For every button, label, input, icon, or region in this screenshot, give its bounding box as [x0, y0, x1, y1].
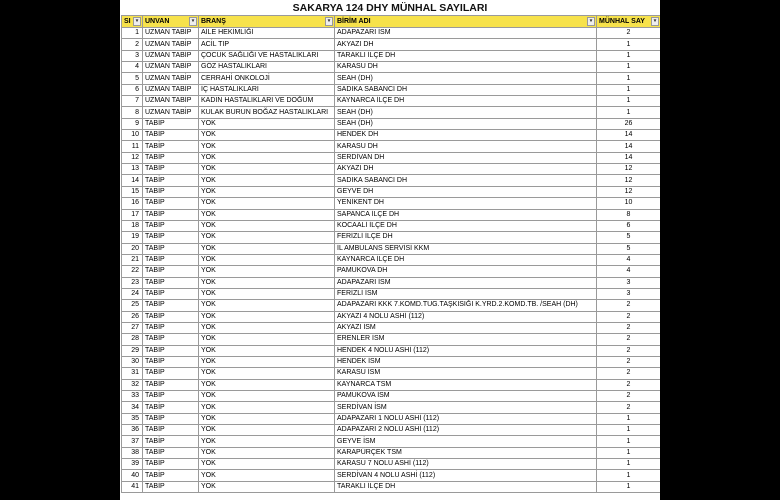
- brans-cell[interactable]: YOK: [199, 164, 335, 175]
- unvan-cell[interactable]: UZMAN TABİP: [143, 28, 199, 39]
- row-number-cell[interactable]: 12: [122, 152, 143, 163]
- munhal-count-cell[interactable]: 1: [597, 50, 661, 61]
- unvan-cell[interactable]: TABİP: [143, 436, 199, 447]
- munhal-count-cell[interactable]: 8: [597, 209, 661, 220]
- munhal-count-cell[interactable]: 14: [597, 130, 661, 141]
- row-number-cell[interactable]: 4: [122, 62, 143, 73]
- table-row: [122, 164, 661, 175]
- birim-cell[interactable]: AKYAZI DH: [335, 39, 597, 50]
- row-number-cell[interactable]: 17: [122, 209, 143, 220]
- row-number-cell[interactable]: 9: [122, 118, 143, 129]
- row-number-cell[interactable]: 2: [122, 39, 143, 50]
- munhal-count-cell[interactable]: 2: [597, 391, 661, 402]
- unvan-cell[interactable]: UZMAN TABİP: [143, 96, 199, 107]
- table-row: [122, 311, 661, 322]
- brans-cell[interactable]: YOK: [199, 402, 335, 413]
- table-row: [122, 50, 661, 61]
- unvan-cell[interactable]: TABİP: [143, 300, 199, 311]
- brans-cell[interactable]: YOK: [199, 356, 335, 367]
- munhal-count-cell[interactable]: 1: [597, 470, 661, 481]
- header-row: [122, 16, 661, 28]
- table-row: [122, 470, 661, 481]
- table-row: [122, 413, 661, 424]
- filter-dropdown-icon[interactable]: ▾: [325, 17, 333, 26]
- brans-cell[interactable]: YOK: [199, 175, 335, 186]
- unvan-cell[interactable]: TABİP: [143, 277, 199, 288]
- row-number-cell[interactable]: 41: [122, 481, 143, 492]
- row-number-cell[interactable]: 33: [122, 391, 143, 402]
- munhal-count-cell[interactable]: 1: [597, 39, 661, 50]
- table-row: [122, 334, 661, 345]
- birim-cell[interactable]: KARASU İSM: [335, 368, 597, 379]
- row-number-cell[interactable]: 22: [122, 266, 143, 277]
- table-row: [122, 266, 661, 277]
- filter-dropdown-icon[interactable]: ▾: [133, 17, 141, 26]
- brans-cell[interactable]: YOK: [199, 459, 335, 470]
- row-number-cell[interactable]: 36: [122, 425, 143, 436]
- birim-cell[interactable]: PAMUKOVA DH: [335, 266, 597, 277]
- brans-cell[interactable]: YOK: [199, 232, 335, 243]
- munhal-count-cell[interactable]: 2: [597, 311, 661, 322]
- row-number-cell[interactable]: 13: [122, 164, 143, 175]
- munhal-count-cell[interactable]: 4: [597, 254, 661, 265]
- unvan-cell[interactable]: TABİP: [143, 481, 199, 492]
- row-number-cell[interactable]: 32: [122, 379, 143, 390]
- birim-cell[interactable]: KARASU DH: [335, 62, 597, 73]
- brans-cell[interactable]: YOK: [199, 266, 335, 277]
- munhal-count-cell[interactable]: 1: [597, 73, 661, 84]
- brans-cell[interactable]: YOK: [199, 322, 335, 333]
- birim-cell[interactable]: ADAPAZARI 1 NOLU ASHİ (112): [335, 413, 597, 424]
- row-number-cell[interactable]: 3: [122, 50, 143, 61]
- unvan-cell[interactable]: TABİP: [143, 266, 199, 277]
- unvan-cell[interactable]: TABİP: [143, 209, 199, 220]
- birim-cell[interactable]: ERENLER İSM: [335, 334, 597, 345]
- row-number-cell[interactable]: 11: [122, 141, 143, 152]
- brans-cell[interactable]: YOK: [199, 311, 335, 322]
- birim-cell[interactable]: KAYNARCA İLÇE DH: [335, 96, 597, 107]
- table-row: [122, 118, 661, 129]
- unvan-cell[interactable]: TABİP: [143, 402, 199, 413]
- munhal-count-cell[interactable]: 2: [597, 322, 661, 333]
- munhal-count-cell[interactable]: 12: [597, 186, 661, 197]
- table-row: [122, 425, 661, 436]
- row-number-cell[interactable]: 29: [122, 345, 143, 356]
- brans-cell[interactable]: YOK: [199, 379, 335, 390]
- table-row: [122, 243, 661, 254]
- brans-cell[interactable]: İÇ HASTALIKLARI: [199, 84, 335, 95]
- unvan-cell[interactable]: UZMAN TABİP: [143, 62, 199, 73]
- birim-cell[interactable]: TARAKLI İLÇE DH: [335, 50, 597, 61]
- brans-cell[interactable]: YOK: [199, 368, 335, 379]
- unvan-cell[interactable]: TABİP: [143, 254, 199, 265]
- unvan-cell[interactable]: TABİP: [143, 368, 199, 379]
- brans-cell[interactable]: ACİL TIP: [199, 39, 335, 50]
- row-number-cell[interactable]: 30: [122, 356, 143, 367]
- table-row: [122, 277, 661, 288]
- table-row: [122, 481, 661, 492]
- row-number-cell[interactable]: 1: [122, 28, 143, 39]
- brans-cell[interactable]: YOK: [199, 300, 335, 311]
- row-number-cell[interactable]: 37: [122, 436, 143, 447]
- table-row: [122, 209, 661, 220]
- birim-cell[interactable]: İL AMBULANS SERVİSİ KKM: [335, 243, 597, 254]
- unvan-cell[interactable]: UZMAN TABİP: [143, 84, 199, 95]
- table-row: [122, 300, 661, 311]
- munhal-count-cell[interactable]: 1: [597, 447, 661, 458]
- munhal-count-cell[interactable]: 12: [597, 175, 661, 186]
- birim-cell[interactable]: PAMUKOVA İSM: [335, 391, 597, 402]
- row-number-cell[interactable]: 25: [122, 300, 143, 311]
- unvan-cell[interactable]: TABİP: [143, 425, 199, 436]
- birim-cell[interactable]: SADIKA SABANCI DH: [335, 175, 597, 186]
- unvan-cell[interactable]: TABİP: [143, 243, 199, 254]
- table-row: [122, 356, 661, 367]
- table-row: [122, 141, 661, 152]
- row-number-cell[interactable]: 31: [122, 368, 143, 379]
- birim-cell[interactable]: SERDİVAN DH: [335, 152, 597, 163]
- munhal-count-cell[interactable]: 2: [597, 402, 661, 413]
- table-row: [122, 198, 661, 209]
- munhal-count-cell[interactable]: 1: [597, 84, 661, 95]
- unvan-cell[interactable]: TABİP: [143, 186, 199, 197]
- table-row: [122, 220, 661, 231]
- unvan-cell[interactable]: TABİP: [143, 356, 199, 367]
- unvan-cell[interactable]: TABİP: [143, 152, 199, 163]
- brans-cell[interactable]: YOK: [199, 198, 335, 209]
- brans-cell[interactable]: YOK: [199, 481, 335, 492]
- brans-cell[interactable]: YOK: [199, 243, 335, 254]
- brans-cell[interactable]: YOK: [199, 220, 335, 231]
- brans-cell[interactable]: YOK: [199, 118, 335, 129]
- munhal-count-cell[interactable]: 1: [597, 481, 661, 492]
- brans-cell[interactable]: YOK: [199, 470, 335, 481]
- birim-cell[interactable]: FERİZLİ İLÇE DH: [335, 232, 597, 243]
- brans-cell[interactable]: YOK: [199, 141, 335, 152]
- unvan-cell[interactable]: TABİP: [143, 379, 199, 390]
- row-number-cell[interactable]: 5: [122, 73, 143, 84]
- row-number-cell[interactable]: 14: [122, 175, 143, 186]
- row-number-cell[interactable]: 10: [122, 130, 143, 141]
- unvan-cell[interactable]: TABİP: [143, 118, 199, 129]
- vacancy-table: [121, 15, 660, 493]
- birim-cell[interactable]: HENDEK İSM: [335, 356, 597, 367]
- birim-cell[interactable]: ADAPAZARI İSM: [335, 277, 597, 288]
- munhal-count-cell[interactable]: 4: [597, 266, 661, 277]
- row-number-cell[interactable]: 35: [122, 413, 143, 424]
- table-row: [122, 232, 661, 243]
- munhal-count-cell[interactable]: 6: [597, 220, 661, 231]
- birim-cell[interactable]: ADAPAZARI İSM: [335, 28, 597, 39]
- table-row: [122, 96, 661, 107]
- row-number-cell[interactable]: 6: [122, 84, 143, 95]
- row-number-cell[interactable]: 18: [122, 220, 143, 231]
- birim-cell[interactable]: KAYNARCA İLÇE DH: [335, 254, 597, 265]
- brans-cell[interactable]: YOK: [199, 186, 335, 197]
- row-number-cell[interactable]: 20: [122, 243, 143, 254]
- brans-cell[interactable]: YOK: [199, 436, 335, 447]
- filter-dropdown-icon[interactable]: ▾: [189, 17, 197, 26]
- unvan-cell[interactable]: TABİP: [143, 198, 199, 209]
- row-number-cell[interactable]: 15: [122, 186, 143, 197]
- row-number-cell[interactable]: 16: [122, 198, 143, 209]
- brans-cell[interactable]: YOK: [199, 209, 335, 220]
- brans-cell[interactable]: YOK: [199, 254, 335, 265]
- unvan-cell[interactable]: TABİP: [143, 459, 199, 470]
- sheet-title: SAKARYA 124 DHY MÜNHAL SAYILARI: [292, 2, 488, 14]
- munhal-count-cell[interactable]: 1: [597, 459, 661, 470]
- munhal-count-cell[interactable]: 1: [597, 425, 661, 436]
- filter-dropdown-icon[interactable]: ▾: [587, 17, 595, 26]
- unvan-cell[interactable]: TABİP: [143, 141, 199, 152]
- row-number-cell[interactable]: 24: [122, 288, 143, 299]
- row-number-cell[interactable]: 27: [122, 322, 143, 333]
- birim-cell[interactable]: SERDİVAN İSM: [335, 402, 597, 413]
- brans-cell[interactable]: KADIN HASTALIKLARI VE DOĞUM: [199, 96, 335, 107]
- unvan-cell[interactable]: TABİP: [143, 164, 199, 175]
- table-row: [122, 391, 661, 402]
- table-row: [122, 62, 661, 73]
- table-row: [122, 28, 661, 39]
- birim-cell[interactable]: KARASU DH: [335, 141, 597, 152]
- table-row: [122, 447, 661, 458]
- munhal-count-cell[interactable]: 1: [597, 107, 661, 118]
- munhal-count-cell[interactable]: 2: [597, 334, 661, 345]
- birim-cell[interactable]: KARASU 7 NOLU ASHİ (112): [335, 459, 597, 470]
- munhal-count-cell[interactable]: 3: [597, 277, 661, 288]
- munhal-count-cell[interactable]: 3: [597, 288, 661, 299]
- birim-cell[interactable]: KAYNARCA TSM: [335, 379, 597, 390]
- row-number-cell[interactable]: 8: [122, 107, 143, 118]
- unvan-cell[interactable]: TABİP: [143, 322, 199, 333]
- birim-cell[interactable]: AKYAZI 4 NOLU ASHİ (112): [335, 311, 597, 322]
- unvan-cell[interactable]: TABİP: [143, 232, 199, 243]
- filter-dropdown-icon[interactable]: ▾: [651, 17, 659, 26]
- unvan-cell[interactable]: UZMAN TABİP: [143, 50, 199, 61]
- table-row: [122, 152, 661, 163]
- brans-cell[interactable]: YOK: [199, 288, 335, 299]
- row-number-cell[interactable]: 38: [122, 447, 143, 458]
- header-sayi[interactable]: MÜNHAL SAY ▾: [597, 16, 661, 28]
- brans-cell[interactable]: KULAK BURUN BOĞAZ HASTALIKLARI: [199, 107, 335, 118]
- row-number-cell[interactable]: 26: [122, 311, 143, 322]
- brans-cell[interactable]: YOK: [199, 447, 335, 458]
- header-birim[interactable]: BİRİM ADI ▾: [335, 16, 597, 28]
- unvan-cell[interactable]: TABİP: [143, 413, 199, 424]
- unvan-cell[interactable]: TABİP: [143, 470, 199, 481]
- row-number-cell[interactable]: 28: [122, 334, 143, 345]
- table-row: [122, 322, 661, 333]
- brans-cell[interactable]: YOK: [199, 152, 335, 163]
- table-row: [122, 175, 661, 186]
- birim-cell[interactable]: GEYVE İSM: [335, 436, 597, 447]
- birim-cell[interactable]: YENİKENT DH: [335, 198, 597, 209]
- table-row: [122, 379, 661, 390]
- unvan-cell[interactable]: TABİP: [143, 130, 199, 141]
- birim-cell[interactable]: SEAH (DH): [335, 118, 597, 129]
- birim-cell[interactable]: KOCAALİ İLÇE DH: [335, 220, 597, 231]
- birim-cell[interactable]: FERİZLİ İSM: [335, 288, 597, 299]
- spreadsheet-page: [120, 0, 660, 500]
- table-row: [122, 288, 661, 299]
- unvan-cell[interactable]: TABİP: [143, 447, 199, 458]
- unvan-cell[interactable]: TABİP: [143, 391, 199, 402]
- munhal-count-cell[interactable]: 1: [597, 62, 661, 73]
- birim-cell[interactable]: SEAH (DH): [335, 107, 597, 118]
- table-row: [122, 345, 661, 356]
- brans-cell[interactable]: YOK: [199, 334, 335, 345]
- munhal-count-cell[interactable]: 1: [597, 413, 661, 424]
- table-row: [122, 73, 661, 84]
- table-row: [122, 107, 661, 118]
- table-row: [122, 39, 661, 50]
- brans-cell[interactable]: YOK: [199, 425, 335, 436]
- unvan-cell[interactable]: TABİP: [143, 175, 199, 186]
- munhal-count-cell[interactable]: 26: [597, 118, 661, 129]
- row-number-cell[interactable]: 19: [122, 232, 143, 243]
- row-number-cell[interactable]: 7: [122, 96, 143, 107]
- brans-cell[interactable]: YOK: [199, 413, 335, 424]
- header-no[interactable]: SI ▾: [122, 16, 143, 28]
- table-row: [122, 368, 661, 379]
- unvan-cell[interactable]: TABİP: [143, 345, 199, 356]
- table-row: [122, 402, 661, 413]
- unvan-cell[interactable]: TABİP: [143, 311, 199, 322]
- table-row: [122, 130, 661, 141]
- unvan-cell[interactable]: TABİP: [143, 288, 199, 299]
- birim-cell[interactable]: ADAPAZARI KKK 7.KOMD.TUG.TAŞKISIĞI K.YRD.2.KOMD.TB. /SEAH (DH): [335, 300, 597, 311]
- table-row: [122, 186, 661, 197]
- munhal-count-cell[interactable]: 2: [597, 28, 661, 39]
- birim-cell[interactable]: AKYAZI İSM: [335, 322, 597, 333]
- unvan-cell[interactable]: TABİP: [143, 334, 199, 345]
- unvan-cell[interactable]: UZMAN TABİP: [143, 39, 199, 50]
- birim-cell[interactable]: TARAKLI İLÇE DH: [335, 481, 597, 492]
- row-number-cell[interactable]: 39: [122, 459, 143, 470]
- birim-cell[interactable]: AKYAZI DH: [335, 164, 597, 175]
- birim-cell[interactable]: SADIKA SABANCI DH: [335, 84, 597, 95]
- munhal-count-cell[interactable]: 2: [597, 356, 661, 367]
- munhal-count-cell[interactable]: 1: [597, 96, 661, 107]
- row-number-cell[interactable]: 23: [122, 277, 143, 288]
- birim-cell[interactable]: GEYVE DH: [335, 186, 597, 197]
- munhal-count-cell[interactable]: 10: [597, 198, 661, 209]
- unvan-cell[interactable]: UZMAN TABİP: [143, 107, 199, 118]
- brans-cell[interactable]: YOK: [199, 345, 335, 356]
- munhal-count-cell[interactable]: 2: [597, 379, 661, 390]
- brans-cell[interactable]: YOK: [199, 277, 335, 288]
- birim-cell[interactable]: SEAH (DH): [335, 73, 597, 84]
- brans-cell[interactable]: YOK: [199, 391, 335, 402]
- birim-cell[interactable]: SERDİVAN 4 NOLU ASHİ (112): [335, 470, 597, 481]
- munhal-count-cell[interactable]: 14: [597, 141, 661, 152]
- munhal-count-cell[interactable]: 2: [597, 300, 661, 311]
- unvan-cell[interactable]: TABİP: [143, 220, 199, 231]
- brans-cell[interactable]: YOK: [199, 130, 335, 141]
- birim-cell[interactable]: SAPANCA İLÇE DH: [335, 209, 597, 220]
- table-row: [122, 459, 661, 470]
- row-number-cell[interactable]: 21: [122, 254, 143, 265]
- birim-cell[interactable]: KARAPÜRÇEK TSM: [335, 447, 597, 458]
- munhal-count-cell[interactable]: 5: [597, 243, 661, 254]
- brans-cell[interactable]: ÇOCUK SAĞLIĞI VE HASTALIKLARI: [199, 50, 335, 61]
- header-brans[interactable]: BRANŞ ▾: [199, 16, 335, 28]
- brans-cell[interactable]: AİLE HEKİMLİĞİ: [199, 28, 335, 39]
- birim-cell[interactable]: ADAPAZARI 2 NOLU ASHİ (112): [335, 425, 597, 436]
- brans-cell[interactable]: CERRAHİ ONKOLOJİ: [199, 73, 335, 84]
- unvan-cell[interactable]: UZMAN TABİP: [143, 73, 199, 84]
- munhal-count-cell[interactable]: 1: [597, 436, 661, 447]
- brans-cell[interactable]: GÖZ HASTALIKLARI: [199, 62, 335, 73]
- birim-cell[interactable]: HENDEK DH: [335, 130, 597, 141]
- row-number-cell[interactable]: 40: [122, 470, 143, 481]
- munhal-count-cell[interactable]: 14: [597, 152, 661, 163]
- table-row: [122, 254, 661, 265]
- table-row: [122, 436, 661, 447]
- birim-cell[interactable]: HENDEK 4 NOLU ASHİ (112): [335, 345, 597, 356]
- munhal-count-cell[interactable]: 2: [597, 345, 661, 356]
- header-unvan[interactable]: UNVAN ▾: [143, 16, 199, 28]
- munhal-count-cell[interactable]: 2: [597, 368, 661, 379]
- row-number-cell[interactable]: 34: [122, 402, 143, 413]
- table-body: [122, 28, 661, 493]
- munhal-count-cell[interactable]: 5: [597, 232, 661, 243]
- table-row: [122, 84, 661, 95]
- munhal-count-cell[interactable]: 12: [597, 164, 661, 175]
